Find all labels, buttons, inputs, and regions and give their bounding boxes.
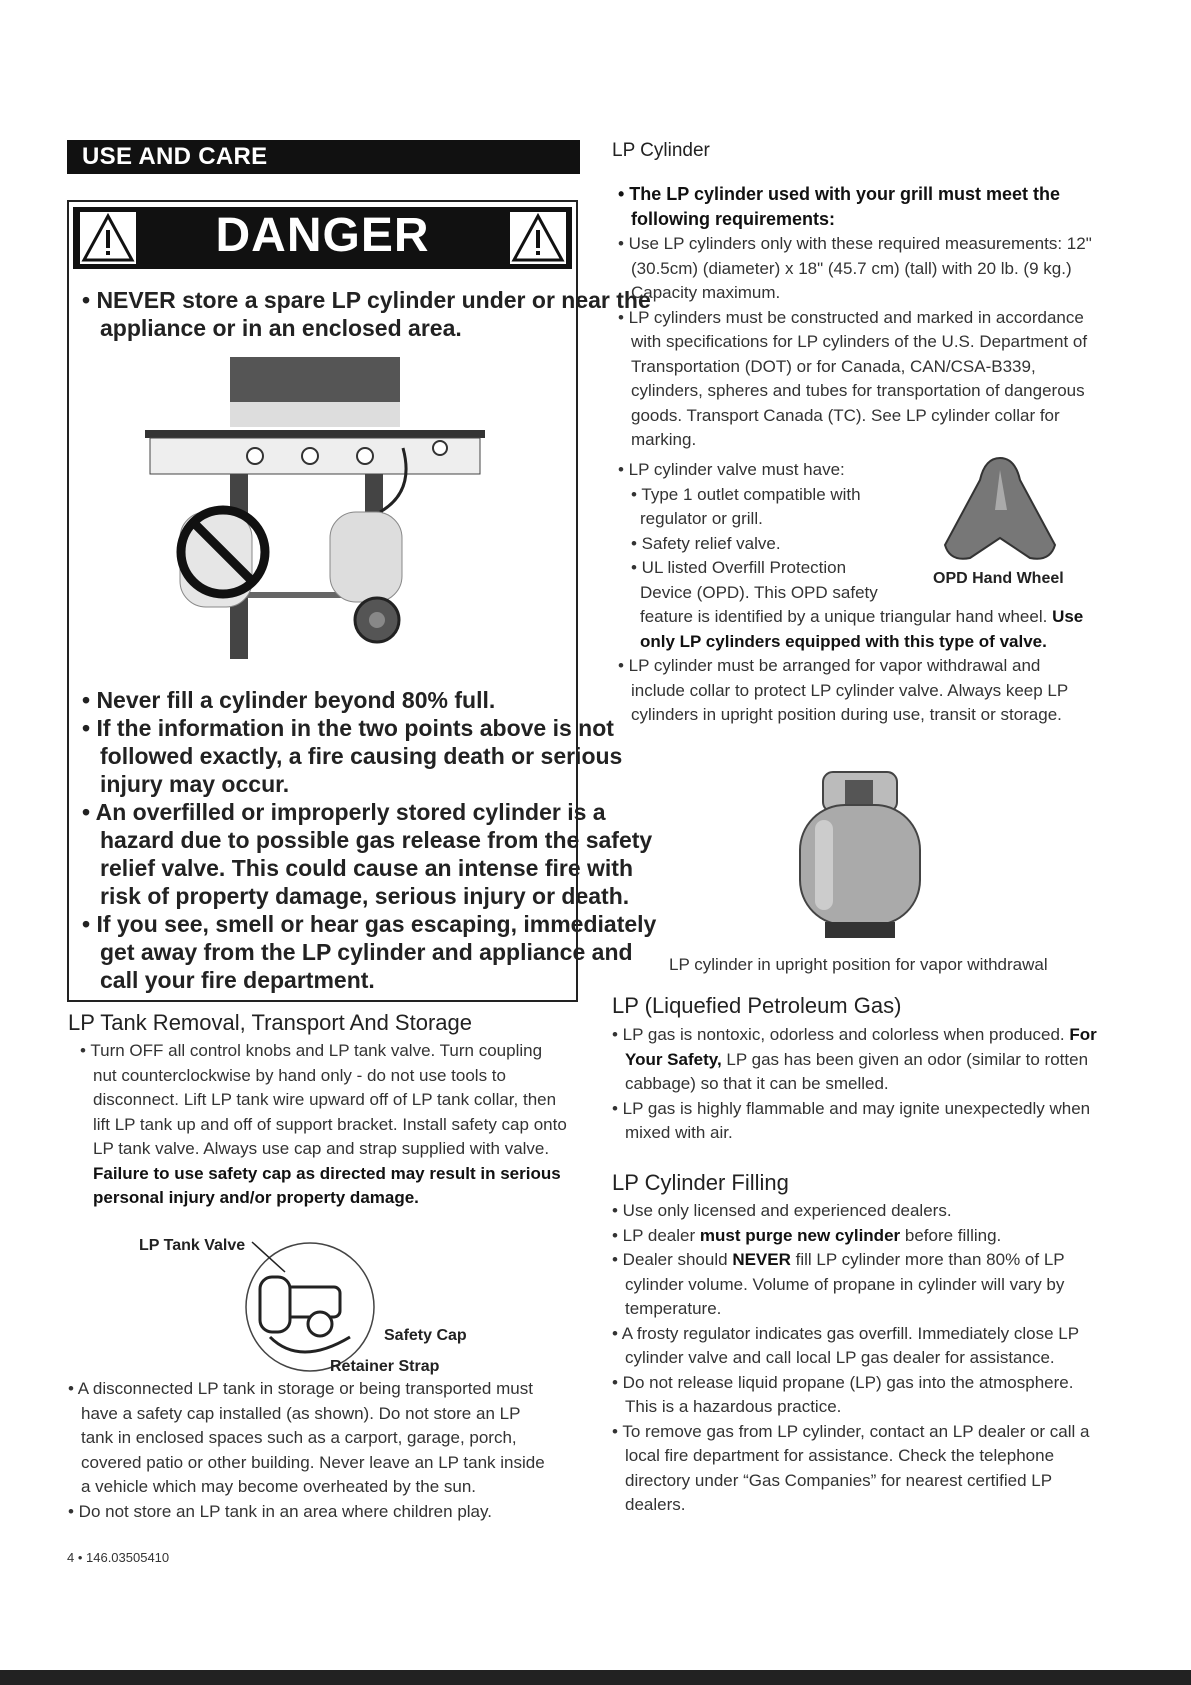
cylinder-caption: LP cylinder in upright position for vapor withdrawal (669, 955, 1048, 974)
page-bottom-edge (0, 1670, 1191, 1685)
opd-hand-wheel-label: OPD Hand Wheel (933, 570, 1064, 587)
storage-paragraph: • A disconnected LP tank in storage or being transported must have a safety cap installed (as shown). Do not store an LP tank in enclosed spaces such as a carport, garage, porch, covered patio or other building. Never leave an LP tank inside a vehicle which may become overheated by the sun. • Do not store an LP tank in an area where children play. (68, 1379, 545, 1521)
lp-cylinder-heading: LP Cylinder (612, 140, 710, 161)
vapor-withdrawal-text: • LP cylinder must be arranged for vapor withdrawal and include collar to protect LP cylinder valve. Always keep LP cylinders in upright position during use, transit or storage. (618, 656, 1069, 724)
lp-gas-paragraph: • LP gas is nontoxic, odorless and colorless when produced. For Your Safety, LP gas has been given an odor (similar to rotten cabbage) so that it can be smelled. • LP gas is highly flammable and may ignite unexpectedly when mixed with air. (612, 1025, 1097, 1142)
danger-title: DANGER (215, 209, 430, 262)
filling-heading: LP Cylinder Filling (612, 1170, 789, 1195)
upright-cylinder-illustration (795, 770, 925, 940)
valve-requirements: • LP cylinder valve must have: • Type 1 outlet compatible with regulator or grill. • Safety relief valve. • UL listed Overfill Protection Device (OPD). This OPD safety feature is identified by a unique triangular hand wheel. Use only LP cylinders equipped with this type of valve. (618, 460, 1084, 651)
grill-illustration (145, 352, 485, 662)
filling-list: • Use only licensed and experienced dealers. • LP dealer must purge new cylinder before filling. • Dealer should NEVER fill LP cylinder more than 80% of LP cylinder volume. Volume of propane in cylinder will vary by temperature. • A frosty regulator indicates gas overfill. Immediately close LP cylinder valve and call local LP gas dealer for assistance. • Do not release liquid propane (LP) gas into the atmosphere. This is a hazardous practice. • To remove gas from LP cylinder, contact an LP dealer or call a local fire department for assistance. Check the telephone directory under “Gas Companies” for nearest certified LP dealers. (612, 1201, 1090, 1514)
requirements-intro: • The LP cylinder used with your grill must meet the following requirements: (618, 184, 1061, 229)
retainer-strap-label: Retainer Strap (330, 1358, 440, 1375)
danger-bottom-text: • Never fill a cylinder beyond 80% full. • If the information in the two points above is not followed exactly, a fire causing death or serious injury may occur. • An overfilled or improperly stored cylinder is a hazard due to possible gas release from the safety relief valve. This could cause an intense fire with risk of property damage, serious injury or death. • If you see, smell or hear gas escaping, immediately get away from the LP cylinder and appliance and call your fire department. (82, 687, 657, 993)
tank-removal-heading: LP Tank Removal, Transport And Storage (68, 1010, 472, 1035)
safety-cap-label: Safety Cap (384, 1327, 467, 1344)
tank-valve-label: LP Tank Valve (139, 1237, 246, 1254)
lp-gas-heading: LP (Liquefied Petroleum Gas) (612, 993, 902, 1018)
opd-hand-wheel-icon (935, 450, 1065, 565)
page-footer: 4 • 146.03505410 (67, 1550, 170, 1565)
requirements-list: • Use LP cylinders only with these required measurements: 12" (30.5cm) (diameter) x 18" (45.7 cm) (tall) with 20 lb. (9 kg.) Capacity maximum. • LP cylinders must be constructed and marked in accordance with specifications for LP cylinders of the U.S. Department of Transportation (DOT) or for Canada, CAN/CSA-B339, cylinders, spheres and tubes for transportation of dangerous goods. Transport Canada (TC). See LP cylinder collar for marking. (618, 234, 1092, 449)
tank-removal-paragraph: • Turn OFF all control knobs and LP tank valve. Turn coupling nut counterclockwise by hand only - do not use tools to disconnect. Lift LP tank wire upward off of LP tank collar, then lift LP tank up and off of support bracket. Install safety cap onto LP tank valve. Always use cap and strap supplied with valve. Failure to use safety cap as directed may result in serious personal injury and/or property damage. (80, 1041, 567, 1207)
section-title: USE AND CARE (82, 143, 268, 170)
danger-top-text: • NEVER store a spare LP cylinder under or near the appliance or in an enclosed area. (82, 287, 651, 341)
